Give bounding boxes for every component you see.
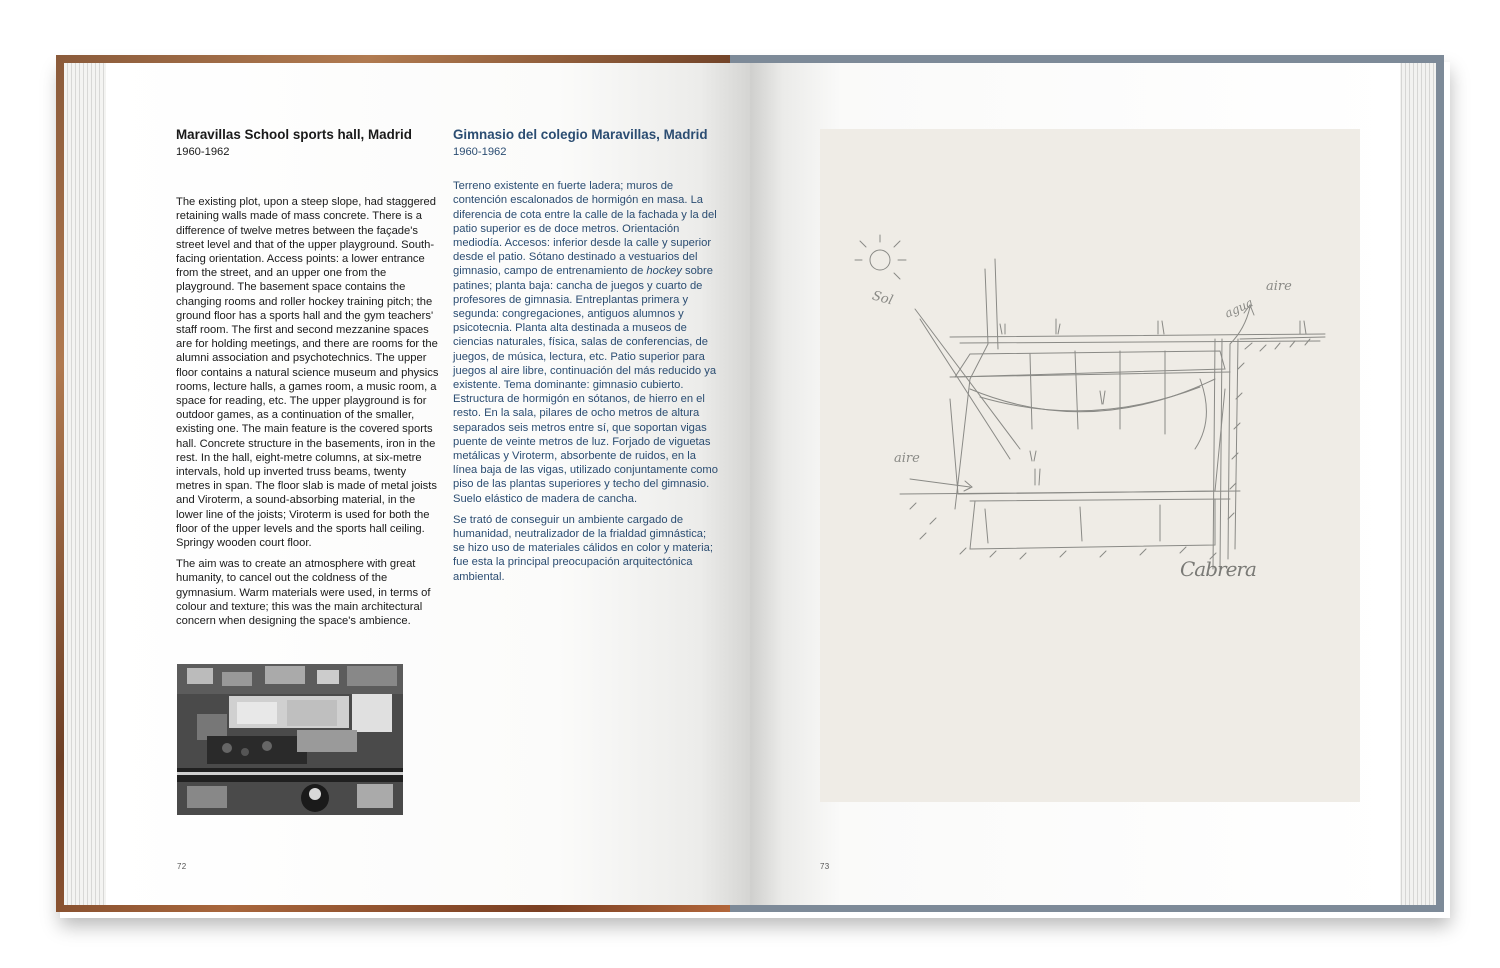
sketch-signature: Cabrera <box>1180 557 1256 581</box>
spanish-paragraph-2: Se trató de conseguir un ambiente cargado de humanidad, neutralizador de la frialdad gimnástica; se hizo uso de materiales cálidos en color y materia; fue esta la principal preocupación arquitectónica ambiental. <box>453 513 713 583</box>
english-title: Maravillas School sports hall, Madrid <box>176 127 412 142</box>
spanish-paragraph-1: Terreno existente en fuerte ladera; muros de contención escalonados de hormigón en masa. La diferencia de cota entre la calle de la fachada y la del patio superior es de doce metros. Orientación mediodía. Accesos: inferior desde la calle y superior desde el patio. Sótano destinado a vestuarios del gimnasio, campo de entrenamiento de hockey sobre patines; planta baja: cancha de juegos y cuarto de profesores de gimnasia. Entreplantas primera y segunda: congregaciones, antiguos alumnos y psicotecnia. Planta alta destinada a museos de ciencias naturales, física, salas de conferencias, de juegos, de música, lectura, etc. Patio superior para juegos al aire libre, continuación del más reducido ya existente. Tema dominante: gimnasio cubierto. Estructura de hormigón en sótanos, de hierro en el resto. En la sala, pilares de ocho metros de altura separados seis metros entre sí, que soportan vigas puente de veinte metros de luz. Forjado de viguetas metálicas y Viroterm, absorbente de ruidos, en la línea baja de las vigas, utilizado conjuntamente como piso de las plantas superiores y techo del gimnasio. Suelo elástico de madera de cancha. <box>453 180 718 505</box>
pencil-sketch <box>820 129 1360 802</box>
spanish-years: 1960-1962 <box>453 146 507 158</box>
english-paragraph-1: The existing plot, upon a steep slope, had staggered retaining walls made of mass concrete. There is a difference of twelve metres between the façade's street level and that of the upper playground. South-facing orientation. Access points: a lower entrance from the street, and an upper one from the playground. The basement space contains the changing rooms and roller hockey training pitch; the ground floor has a sports hall and the gym teachers' staff room. The first and second mezzanine spaces are for holding meetings, and there are rooms for the alumni association and psychotechnics. The upper floor contains a natural science museum and physics rooms, lecture halls, a games room, a music room, a space for reading, etc. The upper playground is for outdoor games, as a continuation of the smaller, existing one. The main feature is the covered sports hall. Concrete structure in the basements, iron in the rest. In the hall, eight-metre columns, at six-metre intervals, hold up inverted truss beams, twenty metres in span. The floor slab is made of metal joists and Viroterm, a sound-absorbing material, in the lower line of the joists; Viroterm is used for both the floor of the upper levels and the sports hall ceiling. Springy wooden court floor. <box>176 196 439 550</box>
spanish-column <box>453 126 721 591</box>
sketch-label-agua: agua <box>1222 295 1256 321</box>
sketch-label-sol: Sol <box>870 288 895 309</box>
spanish-italic-word: hockey <box>646 265 682 278</box>
aerial-photo <box>177 664 403 815</box>
english-paragraph-2: The aim was to create an atmosphere with great humanity, to cancel out the coldness of the gymnasium. Warm materials were used, in terms of colour and texture; this was the main architectural concern when designing the space's ambience. <box>176 558 431 628</box>
english-years: 1960-1962 <box>176 146 230 158</box>
page-number-right: 73 <box>820 862 830 871</box>
page-number-left: 72 <box>177 862 187 871</box>
english-column <box>176 126 442 635</box>
sketch-label-aire-left: aire <box>894 451 920 466</box>
sketch-label-aire-top: aire <box>1266 279 1292 294</box>
page-edges-right <box>1398 63 1436 905</box>
page-edges-left <box>64 63 108 905</box>
spanish-title: Gimnasio del colegio Maravillas, Madrid <box>453 127 708 142</box>
